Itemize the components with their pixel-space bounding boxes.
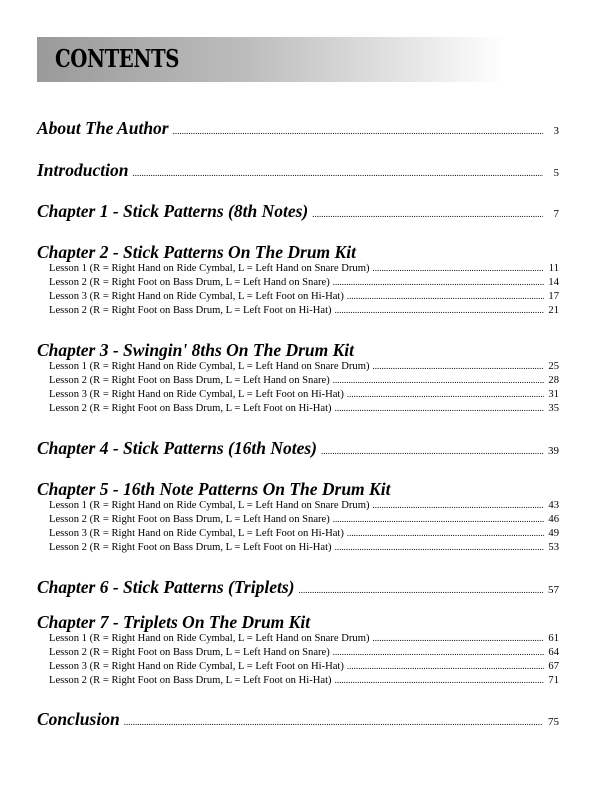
toc-page-number: 17 [548, 291, 559, 302]
toc-page-number: 53 [548, 542, 559, 553]
toc-heading-label: Chapter 7 - Triplets On The Drum Kit [37, 612, 311, 632]
toc-lesson-label: Lesson 2 (R = Right Foot on Bass Drum, L = Left Hand on Snare) [49, 277, 330, 288]
dot-leader [335, 675, 544, 685]
toc-entry-conclusion[interactable] [37, 709, 559, 730]
dot-leader [333, 375, 544, 385]
dot-leader [373, 500, 545, 510]
toc-lesson-label: Lesson 3 (R = Right Hand on Ride Cymbal, L = Left Foot on Hi-Hat) [49, 389, 344, 400]
toc-page-number: 57 [548, 584, 559, 596]
toc-heading-chapter-5[interactable] [37, 479, 559, 500]
dot-leader [347, 291, 544, 301]
toc-page-number: 67 [548, 661, 559, 672]
toc-lesson-label: Lesson 2 (R = Right Foot on Bass Drum, L = Left Hand on Snare) [49, 514, 330, 525]
toc-lesson-label: Lesson 2 (R = Right Foot on Bass Drum, L = Left Foot on Hi-Hat) [49, 403, 332, 414]
toc-lesson-entry[interactable] [49, 661, 559, 672]
toc-page-number: 75 [548, 716, 559, 728]
toc-heading-label: Chapter 2 - Stick Patterns On The Drum Kit [37, 242, 356, 262]
toc-entry-label: Chapter 4 - Stick Patterns (16th Notes) [37, 438, 318, 458]
toc-lesson-label: Lesson 3 (R = Right Hand on Ride Cymbal, L = Left Foot on Hi-Hat) [49, 291, 344, 302]
toc-lesson-entry[interactable] [49, 542, 559, 553]
toc-lesson-entry[interactable] [49, 633, 559, 644]
dot-leader [373, 263, 545, 273]
dot-leader [335, 305, 544, 315]
toc-lesson-entry[interactable] [49, 263, 559, 274]
toc-page-number: 5 [553, 167, 559, 179]
toc-lesson-entry[interactable] [49, 305, 559, 316]
toc-lesson-entry[interactable] [49, 647, 559, 658]
toc-page-number: 7 [553, 208, 559, 220]
dot-leader [373, 361, 545, 371]
toc-page-number: 71 [548, 675, 559, 686]
dot-leader [333, 277, 544, 287]
toc-lesson-entry[interactable] [49, 361, 559, 372]
dot-leader [124, 717, 543, 727]
toc-heading-chapter-2[interactable] [37, 242, 559, 263]
toc-lesson-label: Lesson 2 (R = Right Foot on Bass Drum, L = Left Foot on Hi-Hat) [49, 305, 332, 316]
toc-lesson-entry[interactable] [49, 291, 559, 302]
dot-leader [347, 389, 544, 399]
toc-page-number: 25 [548, 361, 559, 372]
toc-heading-label: Chapter 5 - 16th Note Patterns On The Drum Kit [37, 479, 391, 499]
page-title: CONTENTS [55, 44, 180, 73]
toc-entry-label: Conclusion [37, 709, 120, 729]
toc-entry-chapter-6[interactable] [37, 577, 559, 598]
toc-lesson-entry[interactable] [49, 528, 559, 539]
toc-page-number: 46 [548, 514, 559, 525]
toc-page-number: 39 [548, 445, 559, 457]
toc-heading-chapter-7[interactable] [37, 612, 559, 633]
toc-lesson-label: Lesson 3 (R = Right Hand on Ride Cymbal, L = Left Foot on Hi-Hat) [49, 528, 344, 539]
toc-lesson-entry[interactable] [49, 514, 559, 525]
dot-leader [335, 403, 544, 413]
dot-leader [298, 585, 543, 595]
dot-leader [333, 647, 544, 657]
toc-page-number: 14 [548, 277, 559, 288]
toc-page-number: 31 [548, 389, 559, 400]
toc-page-number: 43 [548, 500, 559, 511]
toc-entry-label: Chapter 1 - Stick Patterns (8th Notes) [37, 201, 309, 221]
toc-entry-label: About The Author [37, 118, 169, 138]
toc-lesson-label: Lesson 1 (R = Right Hand on Ride Cymbal, L = Left Hand on Snare Drum) [49, 263, 370, 274]
toc-page-number: 64 [548, 647, 559, 658]
toc-lesson-entry[interactable] [49, 403, 559, 414]
toc-lesson-label: Lesson 1 (R = Right Hand on Ride Cymbal, L = Left Hand on Snare Drum) [49, 500, 370, 511]
toc-entry-chapter-4[interactable] [37, 438, 559, 459]
toc-lesson-label: Lesson 2 (R = Right Foot on Bass Drum, L = Left Foot on Hi-Hat) [49, 542, 332, 553]
dot-leader [333, 514, 544, 524]
toc-entry-introduction[interactable] [37, 160, 559, 181]
toc-lesson-entry[interactable] [49, 389, 559, 400]
toc-heading-chapter-3[interactable] [37, 340, 559, 361]
dot-leader [312, 209, 543, 219]
dot-leader [373, 633, 545, 643]
toc-page-number: 49 [548, 528, 559, 539]
dot-leader [173, 126, 543, 136]
toc-lesson-label: Lesson 2 (R = Right Foot on Bass Drum, L = Left Hand on Snare) [49, 375, 330, 386]
toc-lesson-label: Lesson 1 (R = Right Hand on Ride Cymbal, L = Left Hand on Snare Drum) [49, 361, 370, 372]
dot-leader [132, 168, 543, 178]
toc-entry-chapter-1[interactable] [37, 201, 559, 222]
toc-lesson-label: Lesson 2 (R = Right Foot on Bass Drum, L = Left Hand on Snare) [49, 647, 330, 658]
dot-leader [335, 542, 544, 552]
toc-page-number: 3 [553, 125, 559, 137]
toc-lesson-label: Lesson 1 (R = Right Hand on Ride Cymbal, L = Left Hand on Snare Drum) [49, 633, 370, 644]
toc-lesson-entry[interactable] [49, 500, 559, 511]
toc-lesson-entry[interactable] [49, 277, 559, 288]
dot-leader [347, 661, 544, 671]
dot-leader [321, 446, 543, 456]
dot-leader [347, 528, 544, 538]
toc-page-number: 61 [548, 633, 559, 644]
toc-entry-label: Introduction [37, 160, 129, 180]
toc-lesson-entry[interactable] [49, 375, 559, 386]
toc-entry-label: Chapter 6 - Stick Patterns (Triplets) [37, 577, 295, 597]
contents-banner [37, 37, 505, 82]
toc-page-number: 21 [548, 305, 559, 316]
toc-lesson-entry[interactable] [49, 675, 559, 686]
toc-entry-about-author[interactable] [37, 118, 559, 139]
toc-heading-label: Chapter 3 - Swingin' 8ths On The Drum Kit [37, 340, 355, 360]
toc-page-number: 35 [548, 403, 559, 414]
toc-page-number: 11 [548, 263, 559, 274]
toc-page-number: 28 [548, 375, 559, 386]
toc-lesson-label: Lesson 3 (R = Right Hand on Ride Cymbal, L = Left Foot on Hi-Hat) [49, 661, 344, 672]
toc-lesson-label: Lesson 2 (R = Right Foot on Bass Drum, L = Left Foot on Hi-Hat) [49, 675, 332, 686]
